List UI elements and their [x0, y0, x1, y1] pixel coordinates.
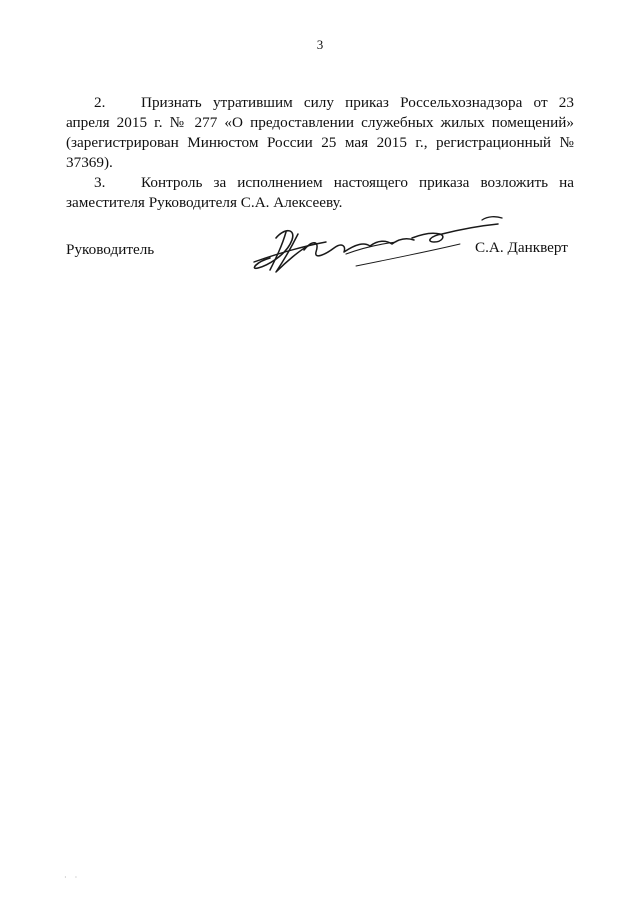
page-number: 3 — [316, 37, 324, 52]
signatory-title: Руководитель — [66, 241, 155, 258]
paragraph-number: 2. — [94, 94, 106, 111]
paragraph-number: 3. — [94, 174, 106, 191]
paragraph-text: Контроль за исполнением настоящего приказа возложить на заместителя Руководителя С.А. Алексееву. — [66, 174, 574, 211]
paragraph-3 — [66, 173, 574, 213]
paragraph-2 — [66, 93, 574, 173]
paragraph-text: Признать утратившим силу приказ Россельхознадзора от 23 апреля 2015 г. № 277 «О предоставлении служебных жилых помещений» (зарегистрирован Минюстом России 25 мая 2015 г., регистрационный № 37369). — [66, 94, 574, 171]
handwritten-signature — [246, 210, 508, 290]
document-body — [66, 93, 574, 213]
scan-artifact: · · — [64, 873, 81, 882]
signatory-name: С.А. Данкверт — [475, 239, 568, 256]
